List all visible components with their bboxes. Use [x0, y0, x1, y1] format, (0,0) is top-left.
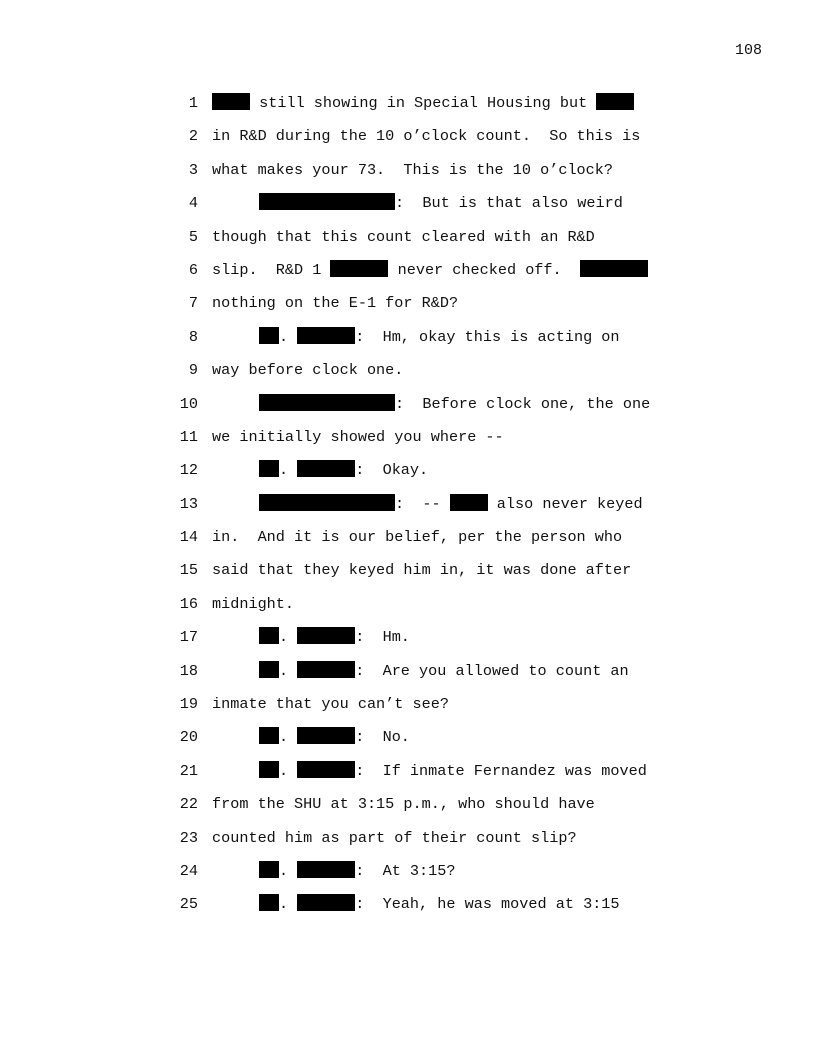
transcript-line [0, 192, 816, 225]
text-segment: midnight. [212, 594, 295, 613]
text-segment: way before clock one. [212, 361, 404, 380]
line-text [212, 359, 403, 381]
line-text [212, 292, 458, 314]
redaction-block [580, 260, 648, 277]
redaction-block [596, 93, 634, 110]
transcript-line [0, 459, 816, 492]
line-number: 18 [179, 661, 198, 680]
line-number: 9 [188, 361, 198, 380]
redaction-block [259, 661, 279, 678]
line-number: 21 [179, 761, 198, 780]
line-number: 25 [179, 895, 198, 914]
transcript-line [0, 760, 816, 793]
line-text [212, 159, 613, 181]
text-segment: : Hm, okay this is acting on [355, 327, 620, 346]
transcript-line [0, 660, 816, 693]
line-text [259, 326, 620, 348]
transcript-line [0, 426, 816, 459]
transcript-line [0, 793, 816, 826]
line-text [259, 760, 647, 782]
line-text [212, 526, 622, 548]
redaction-block [259, 894, 279, 911]
line-number: 5 [188, 227, 198, 246]
redaction-block [297, 327, 355, 344]
redaction-block [259, 761, 279, 778]
text-segment: : -- [395, 494, 450, 513]
line-text [212, 259, 648, 281]
line-text [212, 125, 640, 147]
text-segment: : Are you allowed to count an [355, 661, 629, 680]
redaction-block [259, 627, 279, 644]
transcript-body [0, 92, 816, 927]
line-text [212, 827, 577, 849]
line-text [259, 192, 623, 214]
transcript-line [0, 626, 816, 659]
transcript-line [0, 326, 816, 359]
redaction-block [259, 394, 395, 411]
line-number: 20 [179, 728, 198, 747]
transcript-line [0, 827, 816, 860]
redaction-block [259, 861, 279, 878]
text-segment: in. And it is our belief, per the person who [212, 528, 623, 547]
text-segment: inmate that you can’t see? [212, 695, 449, 714]
line-number: 14 [179, 528, 198, 547]
text-segment: . [279, 861, 298, 880]
text-segment: nothing on the E-1 for R&D? [212, 294, 459, 313]
text-segment: . [279, 728, 298, 747]
text-segment: we initially showed you where -- [212, 427, 504, 446]
line-text [212, 226, 595, 248]
redaction-block [297, 861, 355, 878]
transcript-line [0, 526, 816, 559]
line-text [259, 660, 629, 682]
text-segment: in R&D during the 10 o’clock count. So this is [212, 127, 641, 146]
line-text [212, 92, 634, 114]
redaction-block [297, 627, 355, 644]
text-segment: : Okay. [355, 461, 429, 480]
transcript-line [0, 226, 816, 259]
redaction-block [259, 460, 279, 477]
transcript-line [0, 726, 816, 759]
text-segment: still showing in Special Housing but [250, 94, 597, 112]
line-text [259, 459, 428, 481]
transcript-line [0, 292, 816, 325]
line-text [212, 793, 595, 815]
line-number: 6 [188, 260, 198, 279]
text-segment: never checked off. [388, 260, 580, 279]
redaction-block [259, 193, 395, 210]
line-text [259, 393, 650, 415]
text-segment: though that this count cleared with an R&D [212, 227, 595, 246]
line-number: 22 [179, 795, 198, 814]
transcript-line [0, 493, 816, 526]
redaction-block [212, 93, 250, 110]
text-segment: what makes your 73. This is the 10 o’clock? [212, 160, 614, 179]
text-segment: said that they keyed him in, it was done after [212, 561, 632, 580]
line-text [259, 893, 620, 915]
line-number: 19 [179, 695, 198, 714]
page-number: 108 [734, 42, 762, 59]
line-text [212, 426, 504, 448]
text-segment: . [279, 628, 298, 647]
text-segment: from the SHU at 3:15 p.m., who should have [212, 795, 595, 814]
redaction-block [297, 460, 355, 477]
transcript-line [0, 693, 816, 726]
line-number: 17 [179, 628, 198, 647]
text-segment: : If inmate Fernandez was moved [355, 761, 647, 780]
text-segment: : Hm. [355, 628, 410, 647]
redaction-block [297, 894, 355, 911]
transcript-line [0, 559, 816, 592]
line-text [259, 860, 456, 882]
line-text [259, 493, 643, 515]
line-number: 24 [179, 861, 198, 880]
transcript-line [0, 259, 816, 292]
text-segment: : At 3:15? [355, 861, 456, 880]
line-text [259, 726, 410, 748]
redaction-block [450, 494, 488, 511]
transcript-line [0, 860, 816, 893]
text-segment: : No. [355, 728, 410, 747]
line-number: 12 [179, 461, 198, 480]
line-number: 10 [179, 394, 198, 413]
transcript-line [0, 593, 816, 626]
line-text [212, 559, 631, 581]
text-segment: slip. R&D 1 [212, 260, 331, 279]
line-number: 1 [188, 94, 198, 112]
line-number: 7 [188, 294, 198, 313]
redaction-block [259, 327, 279, 344]
line-number: 16 [179, 594, 198, 613]
text-segment: . [279, 461, 298, 480]
redaction-block [259, 727, 279, 744]
line-text [259, 626, 410, 648]
redaction-block [297, 761, 355, 778]
line-number: 23 [179, 828, 198, 847]
text-segment: : Before clock one, the one [395, 394, 651, 413]
text-segment: : But is that also weird [395, 194, 623, 213]
transcript-line [0, 125, 816, 158]
transcript-line [0, 359, 816, 392]
line-text [212, 593, 294, 615]
transcript-line [0, 159, 816, 192]
line-number: 8 [188, 327, 198, 346]
text-segment: . [279, 895, 298, 914]
line-number: 2 [188, 127, 198, 146]
line-number: 15 [179, 561, 198, 580]
text-segment: also never keyed [487, 494, 643, 513]
text-segment: . [279, 661, 298, 680]
line-text [212, 693, 449, 715]
text-segment: counted him as part of their count slip? [212, 828, 577, 847]
text-segment: : Yeah, he was moved at 3:15 [355, 895, 620, 914]
transcript-line [0, 92, 816, 125]
text-segment: . [279, 327, 298, 346]
text-segment: . [279, 761, 298, 780]
line-number: 4 [188, 194, 198, 213]
transcript-line [0, 393, 816, 426]
redaction-block [297, 727, 355, 744]
redaction-block [297, 661, 355, 678]
line-number: 11 [179, 427, 198, 446]
redaction-block [259, 494, 395, 511]
redaction-block [330, 260, 388, 277]
transcript-line [0, 893, 816, 926]
line-number: 13 [179, 494, 198, 513]
line-number: 3 [188, 160, 198, 179]
